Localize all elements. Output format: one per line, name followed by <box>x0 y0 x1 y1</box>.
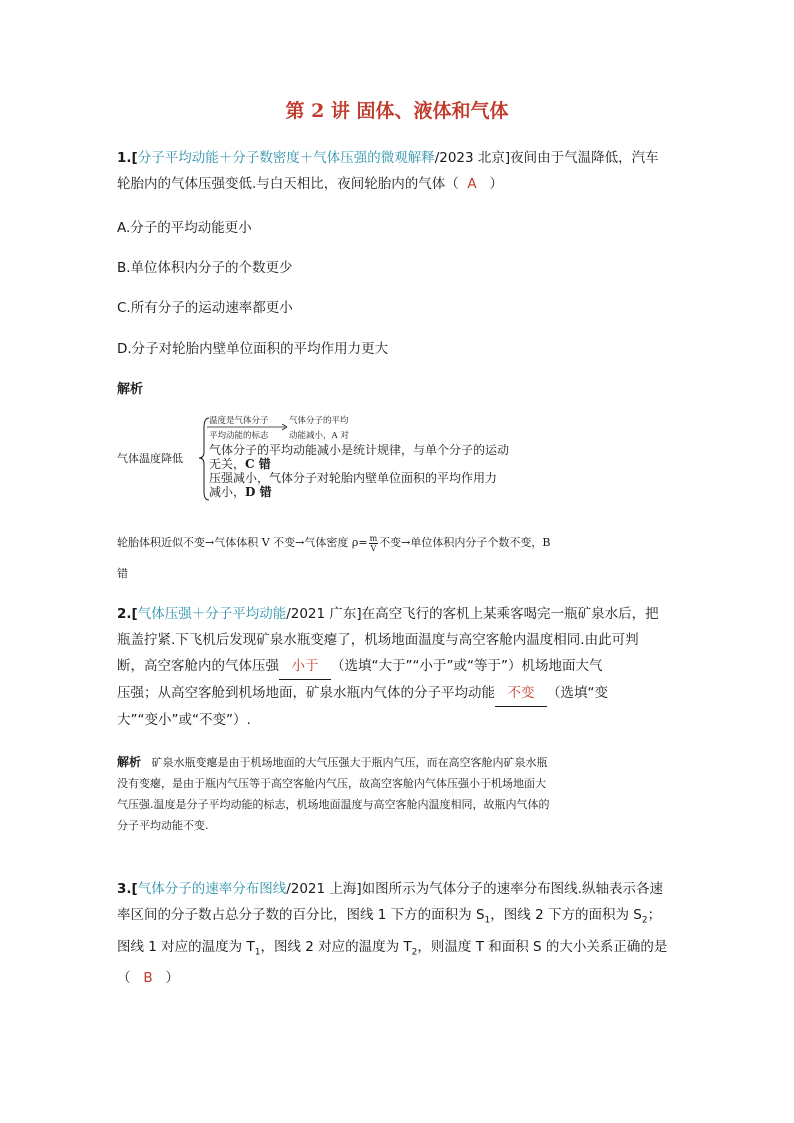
analysis-b: 轮胎体积近似不变→气体体积 V 不变→气体密度 ρ= $\frac{m}{V}$ 不变→单位体积内分子个数不变，B <box>117 533 551 553</box>
question-2-stem: 2.[气体压强＋分子平均动能/2021 广东]在高空飞行的客机上某乘客喝完一瓶矿泉水后，把 瓶盖拧紧.下飞机后发现矿泉水瓶变瘪了，机场地面温度与高空客舱内温度相同.由此可判 断，高空客舱内的气体压强 小于 （选填“大于”“小于”或“等于”）机场地面大气 压强；从高空客舱到机场地面，矿泉水瓶内气体的分子平均动能 不变 （选填“变 大”“变小”或“不变”）. <box>117 606 659 728</box>
diagram-lines <box>117 412 617 504</box>
analysis-label: 解析 <box>117 382 144 397</box>
diagram-root: 气体温度降低 <box>117 452 183 465</box>
page-title: 第 2 讲 固体、液体和气体 <box>285 100 509 122</box>
answer: B <box>143 970 153 987</box>
document-page: 第 2 讲 固体、液体和气体 1.[分子平均动能＋分子数密度＋气体压强的微观解释/2023 北京]夜间由于气温降低，汽车 轮胎内的气体压强变低.与白天相比，夜间轮胎内的气体（ A ） A.分子的平均动能更小 B.单位体积内分子的个数更少 C.所有分子的运动速率都更小 D.分子对轮胎内壁单位面积的平均作用力更大 解析 气体温度降低 温度是气体分子 平均动能的标志 气体分子的平均 动能减小，A 对 气体分子的平均动能减小是统计规律，与单个分子的运动 无关，C 错 压强减小，气体分子对轮胎内壁单位面积的平均作用力 减小，D 错 轮胎体积近似不变→气体体积 V 不变→气体密度 ρ= $\frac{m}{V}$ 不变→单位体积内分子个数不变，B 错 2.[气体压强＋分子平均动能/2021 广东]在高空飞行的客机上某乘客喝完一瓶矿泉水后，把 瓶盖拧紧.下飞机后发现矿泉水瓶变瘪了，机场地面温度与高空客舱内温度相同.由此可判 断，高空客舱内的气体压强 小于 （选填“大于”“小于”或“等于”）机场地面大气 压强；从高空客舱到机场地面，矿泉水瓶内气体的分子平均动能 不变 （选填“变 大”“变小”或“不变”）. 解析 矿泉水瓶变瘪是由于机场地面的大气压强大于瓶内气压，而在高空客舱内矿泉水瓶 没有变瘪，是由于瓶内气压等于高空客舱内气压，故高空客舱内气体压强小于机场地面大 气压强.温度是分子平均动能的标志，机场地面温度与高空客舱内温度相同，故瓶内气体的 分子平均动能不变. 3.[气体分子的速率分布图线/2021 上海]如图所示为气体分子的速率分布图线.纵轴表示各速 率区间的分子数占总分子数的百分比，图线 1 下方的面积为 $S_1$，图线 2 下方的面积为 $S_2$； 图线 1 对应的温度为 $T_1$，图线 2 对应的温度为 $T_2$，则温度 T 和面积 S 的大小关系正确的是 （ B ） <box>0 0 794 1123</box>
answer-blank-1: 小于 <box>279 653 331 680</box>
option-a: A.分子的平均动能更小 <box>117 220 252 236</box>
option-d: D.分子对轮胎内壁单位面积的平均作用力更大 <box>117 341 389 357</box>
topic-tag: 气体压强＋分子平均动能 <box>137 606 287 622</box>
question-3-stem: 3.[气体分子的速率分布图线/2021 上海]如图所示为气体分子的速率分布图线.纵轴表示各速 率区间的分子数占总分子数的百分比，图线 1 下方的面积为 $S_1$，图线 2 下方的面积为 $S_2$； 图线 1 对应的温度为 $T_1$，图线 2 对应的温度为 $T_2$，则温度 T 和面积 S 的大小关系正确的是 （ B ） <box>117 881 668 987</box>
question-number: 1.[ <box>117 150 138 166</box>
analysis-q2: 解析 矿泉水瓶变瘪是由于机场地面的大气压强大于瓶内气压，而在高空客舱内矿泉水瓶 没有变瘪，是由于瓶内气压等于高空客舱内气压，故高空客舱内气体压强小于机场地面大 气压强.温度是分子平均动能的标志，机场地面温度与高空客舱内温度相同，故瓶内气体的 分子平均动能不变. <box>117 755 550 832</box>
option-c: C.所有分子的运动速率都更小 <box>117 300 293 316</box>
answer-blank-2: 不变 <box>495 680 547 707</box>
topic-tag: 气体分子的速率分布图线 <box>137 881 287 897</box>
topic-tag: 分子平均动能＋分子数密度＋气体压强的微观解释 <box>137 150 435 166</box>
option-b: B.单位体积内分子的个数更少 <box>117 260 293 276</box>
question-1-stem: 1.[分子平均动能＋分子数密度＋气体压强的微观解释/2023 北京]夜间由于气温降低，汽车 轮胎内的气体压强变低.与白天相比，夜间轮胎内的气体（ A ） <box>117 150 659 192</box>
source: /2023 北京] <box>434 150 511 166</box>
analysis-diagram: 气体温度降低 温度是气体分子 平均动能的标志 气体分子的平均 动能减小，A 对 气体分子的平均动能减小是统计规律，与单个分子的运动 无关，C 错 压强减小，气体分子对轮胎内壁单位面积的平均作用力 减小，D 错 <box>117 412 617 504</box>
answer: A <box>467 176 477 192</box>
